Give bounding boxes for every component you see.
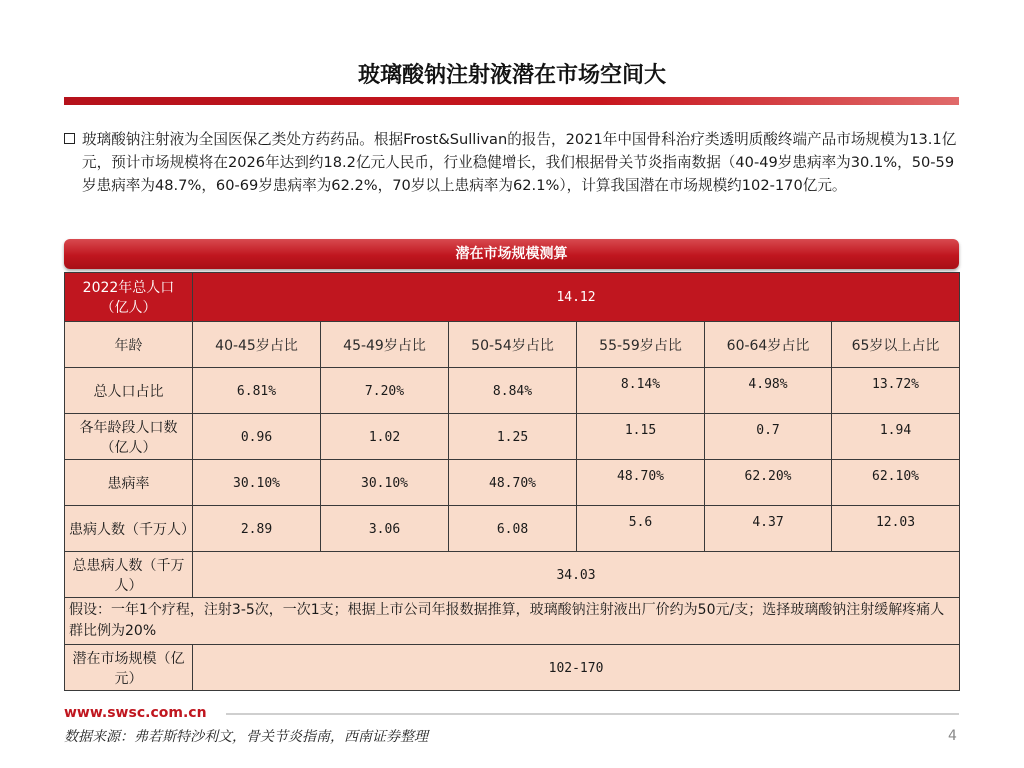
age-group: 65岁以上占比 [832, 322, 960, 368]
footer-divider [226, 713, 959, 715]
total-label: 总患病人数（千万人） [65, 552, 193, 598]
cell-value: 62.10% [832, 460, 960, 506]
cell-value: 12.03 [832, 506, 960, 552]
cell-value: 30.10% [193, 460, 321, 506]
table-row [65, 552, 960, 598]
age-group: 45-49岁占比 [321, 322, 449, 368]
table-row [65, 414, 960, 460]
table-row [65, 322, 960, 368]
table-row [65, 368, 960, 414]
assumption-note: 假设：一年1个疗程，注射3-5次，一次1支；根据上市公司年报数据推算，玻璃酸钠注射液出厂价约为50元/支；选择玻璃酸钠注射缓解疼痛人群比例为20% [65, 598, 960, 645]
cell-value: 5.6 [577, 506, 705, 552]
market-size-table [64, 272, 960, 691]
cell-value: 8.14% [577, 368, 705, 414]
row-label: 患病人数（千万人） [65, 506, 193, 552]
square-bullet-icon [64, 133, 75, 144]
row-label: 总人口占比 [65, 368, 193, 414]
population-value: 14.12 [193, 273, 960, 322]
age-group: 40-45岁占比 [193, 322, 321, 368]
table-row [65, 273, 960, 322]
age-group: 60-64岁占比 [705, 322, 832, 368]
age-group: 50-54岁占比 [449, 322, 577, 368]
age-group: 55-59岁占比 [577, 322, 705, 368]
cell-value: 0.96 [193, 414, 321, 460]
cell-value: 62.20% [705, 460, 832, 506]
cell-value: 7.20% [321, 368, 449, 414]
table-row [65, 506, 960, 552]
cell-value: 8.84% [449, 368, 577, 414]
page-number: 4 [948, 728, 957, 744]
cell-value: 13.72% [832, 368, 960, 414]
cell-value: 1.25 [449, 414, 577, 460]
table-row [65, 598, 960, 645]
cell-value: 6.08 [449, 506, 577, 552]
cell-value: 2.89 [193, 506, 321, 552]
footer-url[interactable]: www.swsc.com.cn [64, 705, 207, 721]
cell-value: 3.06 [321, 506, 449, 552]
cell-value: 1.02 [321, 414, 449, 460]
cell-value: 48.70% [577, 460, 705, 506]
total-value: 34.03 [193, 552, 960, 598]
cell-value: 4.98% [705, 368, 832, 414]
page-title: 玻璃酸钠注射液潜在市场空间大 [357, 63, 666, 88]
population-label: 2022年总人口（亿人） [65, 273, 193, 322]
table-row [65, 645, 960, 691]
row-label: 各年龄段人口数（亿人） [65, 414, 193, 460]
cell-value: 0.7 [705, 414, 832, 460]
cell-value: 1.94 [832, 414, 960, 460]
data-source: 数据来源：弗若斯特沙利文，骨关节炎指南，西南证券整理 [64, 729, 428, 745]
cell-value: 1.15 [577, 414, 705, 460]
cell-value: 30.10% [321, 460, 449, 506]
market-value: 102-170 [193, 645, 960, 691]
market-label: 潜在市场规模（亿元） [65, 645, 193, 691]
intro-paragraph [64, 128, 964, 197]
title-divider [64, 97, 959, 105]
table-row [65, 460, 960, 506]
table-title: 潜在市场规模测算 [64, 239, 959, 269]
intro-text: 玻璃酸钠注射液为全国医保乙类处方药药品。根据Frost&Sullivan的报告，2021年中国骨科治疗类透明质酸终端产品市场规模为13.1亿元，预计市场规模将在2026年达到约18.2亿元人民币，行业稳健增长，我们根据骨关节炎指南数据（40-49岁患病率为30.1%，50-59岁患病率为48.7%，60-69岁患病率为62.2%，70岁以上患病率为62.1%），计算我国潜在市场规模约102-170亿元。 [82, 131, 957, 194]
cell-value: 6.81% [193, 368, 321, 414]
cell-value: 4.37 [705, 506, 832, 552]
age-label: 年龄 [65, 322, 193, 368]
row-label: 患病率 [65, 460, 193, 506]
cell-value: 48.70% [449, 460, 577, 506]
